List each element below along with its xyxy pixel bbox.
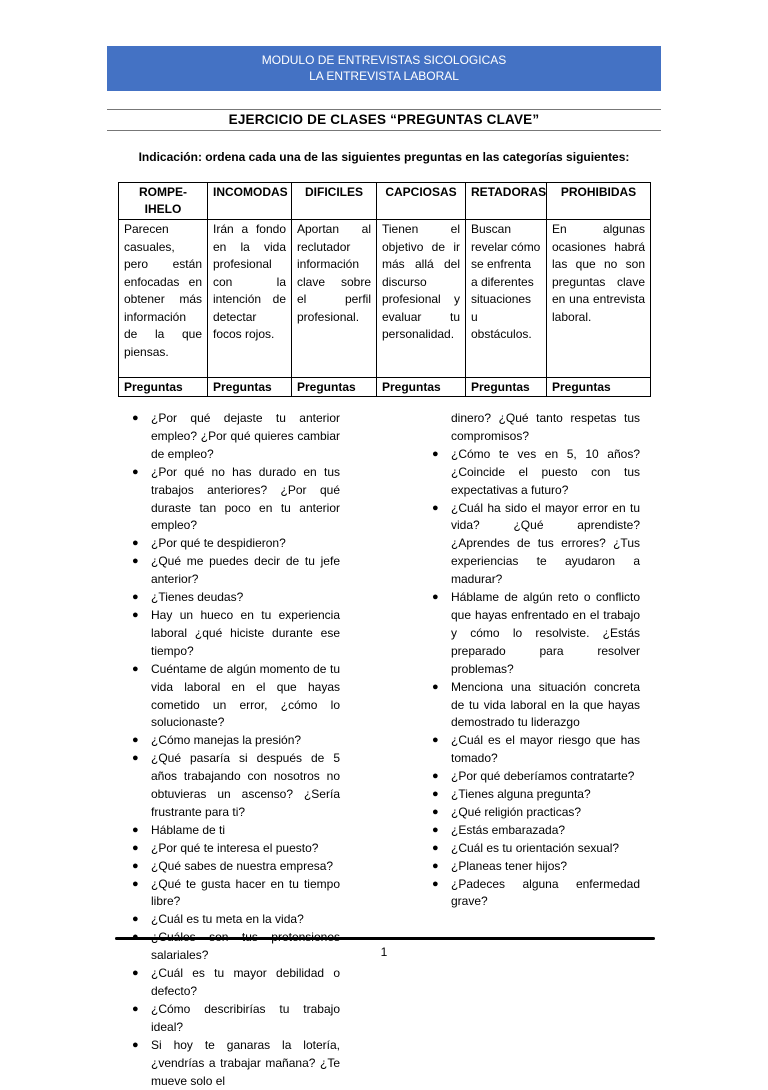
bullet-icon: ● — [432, 734, 439, 747]
question-text: ¿Qué me puedes decir de tu jefe anterior? — [151, 554, 340, 587]
question-text: Hay un hueco en tu experiencia laboral ¿qué hiciste durante ese tiempo? — [151, 607, 340, 658]
question-item — [430, 822, 640, 840]
preguntas-cell: Preguntas — [377, 378, 466, 397]
question-item — [130, 1001, 340, 1037]
preguntas-cell: Preguntas — [208, 378, 292, 397]
bullet-icon: ● — [132, 967, 139, 980]
description-cell: Buscan revelar cómo se enfrenta a diferentes situaciones u obstáculos. — [466, 220, 547, 378]
bullet-icon: ● — [132, 1002, 139, 1015]
question-text: Cuéntame de algún momento de tu vida laboral en el que hayas cometido un error, ¿cómo lo solucionaste? — [151, 661, 340, 730]
question-item — [430, 732, 640, 768]
questions-left-list — [130, 410, 340, 1090]
question-item — [430, 840, 640, 858]
question-text: ¿Cuál es tu mayor debilidad o defecto? — [151, 966, 340, 998]
bullet-icon: ● — [432, 823, 439, 836]
question-item — [130, 410, 340, 464]
bullet-icon: ● — [432, 841, 439, 854]
questions-left-column — [130, 410, 340, 1090]
bullet-icon: ● — [432, 877, 439, 890]
preguntas-cell: Preguntas — [119, 378, 208, 397]
question-item — [130, 911, 340, 929]
question-item — [130, 840, 340, 858]
question-item — [430, 786, 640, 804]
title-rule-top — [107, 109, 661, 110]
description-cell: Tienen el objetivo de ir más allá del discurso profesional y evaluar tu personalidad. — [377, 220, 466, 378]
bullet-icon: ● — [132, 823, 139, 836]
question-item — [130, 858, 340, 876]
header-cell: PROHIBIDAS — [547, 183, 651, 220]
bullet-icon: ● — [132, 662, 139, 675]
question-text: ¿Qué pasaría si después de 5 años trabajando con nosotros no obtuvieras un ascenso? ¿Sería frustrante para ti? — [151, 751, 340, 819]
question-text: ¿Qué te gusta hacer en tu tiempo libre? — [151, 876, 340, 909]
question-text: ¿Cuál es tu orientación sexual? — [451, 840, 620, 855]
bullet-icon: ● — [132, 1038, 139, 1051]
bullet-icon: ● — [132, 608, 139, 621]
header-cell: RETADORAS — [466, 183, 547, 220]
question-item — [430, 804, 640, 822]
header-cell: DIFICILES — [292, 183, 377, 220]
table-header-row — [119, 183, 651, 220]
question-text: ¿Cuál es el mayor riesgo que has tomado? — [451, 733, 640, 766]
question-item — [130, 535, 340, 553]
question-item — [430, 876, 640, 912]
bullet-icon: ● — [132, 877, 139, 890]
bullet-icon: ● — [132, 591, 139, 604]
bullet-icon: ● — [432, 859, 439, 872]
title-rule-bottom — [107, 130, 661, 131]
question-text: Háblame de algún reto o conflicto que hayas enfrentado en el trabajo y cómo lo resolviste. ¿Estás preparado para resolver problemas? — [451, 590, 640, 676]
question-item — [130, 965, 340, 1001]
question-text: ¿Estás embarazada? — [451, 822, 566, 837]
preguntas-cell: Preguntas — [292, 378, 377, 397]
question-item — [130, 1037, 340, 1090]
bullet-icon: ● — [132, 465, 139, 478]
footer-divider — [115, 937, 655, 940]
question-text: ¿Qué sabes de nuestra empresa? — [151, 858, 334, 873]
question-item — [130, 589, 340, 607]
question-item — [130, 607, 340, 661]
question-text: ¿Por qué deberíamos contratarte? — [451, 769, 635, 784]
description-cell: En algunas ocasiones habrá las que no son preguntas clave en una entrevista laboral. — [547, 220, 651, 378]
question-text: ¿Padeces alguna enfermedad grave? — [451, 876, 640, 909]
question-text: ¿Por qué te despidieron? — [151, 536, 286, 551]
bullet-icon: ● — [132, 859, 139, 872]
table-preguntas-row — [119, 378, 651, 397]
question-continuation: dinero? ¿Qué tanto respetas tus compromisos? — [451, 411, 640, 443]
header-cell: INCOMODAS — [208, 183, 292, 220]
header-cell: ROMPE-IHELO — [119, 183, 208, 220]
question-text: ¿Cómo manejas la presión? — [151, 733, 302, 748]
question-text: ¿Tienes deudas? — [151, 590, 244, 605]
preguntas-cell: Preguntas — [466, 378, 547, 397]
question-text: ¿Por qué dejaste tu anterior empleo? ¿Por qué quieres cambiar de empleo? — [151, 411, 340, 461]
indication-text: Indicación: ordena cada una de las siguientes preguntas en las categorías siguientes: — [138, 150, 630, 164]
description-cell: Irán a fondo en la vida profesional con la intención de detectar focos rojos. — [208, 220, 292, 378]
bullet-icon: ● — [432, 770, 439, 783]
bullet-icon: ● — [432, 788, 439, 801]
question-text: ¿Qué religión practicas? — [451, 804, 582, 819]
question-item — [430, 858, 640, 876]
question-text: Si hoy te ganaras la lotería, ¿vendrías a trabajar mañana? ¿Te mueve solo el — [151, 1037, 340, 1088]
bullet-icon: ● — [132, 412, 139, 424]
question-item — [130, 732, 340, 750]
question-item — [130, 661, 340, 733]
question-text: ¿Por qué te interesa el puesto? — [151, 840, 319, 855]
question-text: Háblame de ti — [151, 822, 226, 837]
question-item — [430, 446, 640, 500]
question-item — [130, 822, 340, 840]
bullet-icon: ● — [432, 591, 439, 604]
exercise-title: EJERCICIO DE CLASES “PREGUNTAS CLAVE” — [228, 112, 540, 127]
question-text: ¿Por qué no has durado en tus trabajos anteriores? ¿Por qué duraste tan poco en tu anterior empleo? — [151, 464, 340, 533]
question-text: ¿Cuál es tu meta en la vida? — [151, 912, 304, 927]
question-text: ¿Planeas tener hijos? — [451, 858, 568, 873]
question-item — [430, 589, 640, 679]
questions-right-column — [430, 410, 640, 911]
banner-subtitle: LA ENTREVISTA LABORAL — [309, 69, 459, 83]
bullet-icon: ● — [432, 805, 439, 818]
module-banner — [107, 46, 661, 91]
question-item — [130, 750, 340, 822]
preguntas-cell: Preguntas — [547, 378, 651, 397]
question-text: ¿Cómo describirías tu trabajo ideal? — [151, 1001, 340, 1034]
question-text: ¿Cómo te ves en 5, 10 años? ¿Coincide el puesto con tus expectativas a futuro? — [451, 446, 640, 497]
question-item — [130, 553, 340, 589]
question-item — [130, 876, 340, 912]
bullet-icon: ● — [432, 680, 439, 693]
table-description-row — [119, 220, 651, 378]
question-item — [430, 768, 640, 786]
bullet-icon: ● — [432, 447, 439, 460]
question-text: ¿Tienes alguna pregunta? — [451, 787, 591, 802]
question-item — [130, 464, 340, 536]
bullet-icon: ● — [132, 752, 139, 765]
question-item — [430, 679, 640, 733]
question-item — [430, 500, 640, 590]
bullet-icon: ● — [132, 555, 139, 568]
categories-table — [118, 182, 651, 397]
question-text: ¿Cuál ha sido el mayor error en tu vida? ¿Qué aprendiste? ¿Aprendes de tus errores? ¿Tus experiencias te ayudaron a madurar? — [451, 500, 640, 587]
bullet-icon: ● — [132, 913, 139, 926]
question-text: salariales? — [151, 948, 209, 963]
questions-right-list — [430, 446, 640, 912]
header-cell: CAPCIOSAS — [377, 183, 466, 220]
bullet-icon: ● — [132, 734, 139, 747]
bullet-icon: ● — [432, 501, 439, 514]
bullet-icon: ● — [132, 537, 139, 550]
description-cell: Aportan al reclutador información clave sobre el perfil profesional. — [292, 220, 377, 378]
bullet-icon: ● — [132, 841, 139, 854]
description-cell: Parecen casuales, pero están enfocadas en obtener más información de la que piensas. — [119, 220, 208, 378]
banner-title: MODULO DE ENTREVISTAS SICOLOGICAS — [261, 53, 507, 67]
page-number: 1 — [380, 945, 388, 959]
question-text: Menciona una situación concreta de tu vida laboral en la que hayas demostrado tu liderazgo — [451, 679, 640, 730]
